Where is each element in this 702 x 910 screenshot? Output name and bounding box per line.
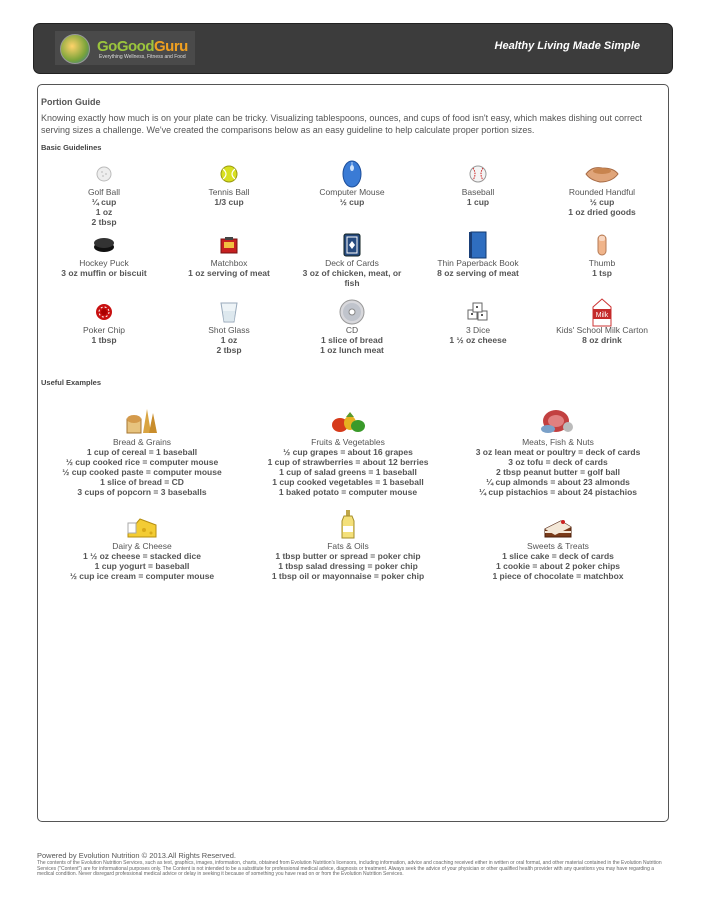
- portion-line: 1 tsp: [592, 268, 612, 278]
- guideline-item: [40, 301, 168, 345]
- guideline-item: [288, 234, 416, 288]
- logo[interactable]: [55, 31, 195, 65]
- thumb-icon: [538, 234, 666, 256]
- page-header: [33, 23, 673, 74]
- item-name: Sweets & Treats: [527, 541, 589, 551]
- portion-line: 2 tbsp: [216, 345, 242, 355]
- portion-line: fish: [344, 278, 360, 288]
- portion-line: 1 cup of strawberries = about 12 berries: [267, 457, 429, 467]
- guideline-item: [40, 163, 168, 227]
- intro-text: Knowing exactly how much is on your plate can be tricky. Visualizing tablespoons, ounces, and cups of food isn't easy, which makes dishing out correct serving sizes a challenge. We've created the comparisons below as an easy guideline to help calculate proper portion sizes.: [41, 113, 643, 135]
- basic-guidelines-heading: Basic Guidelines: [41, 143, 102, 152]
- portion-line: 3 oz of chicken, meat, or: [302, 268, 402, 278]
- item-name: Fruits & Vegetables: [311, 437, 385, 447]
- portion-line: 1 cup: [466, 197, 490, 207]
- portion-line: ½ cup: [589, 197, 615, 207]
- vegetables-icon: [248, 405, 448, 435]
- item-name: 3 Dice: [465, 325, 491, 335]
- portion-line: ½ cup cooked rice = computer mouse: [65, 457, 219, 467]
- item-name: Bread & Grains: [112, 437, 172, 447]
- portion-line: ¼ cup pistachios = about 24 pistachios: [478, 487, 637, 497]
- handful-icon: [538, 163, 666, 185]
- item-name: Kids' School Milk Carton: [556, 325, 648, 335]
- example-item: [42, 509, 242, 581]
- portion-line: 1/3 cup: [214, 197, 244, 207]
- item-name: Meats, Fish & Nuts: [522, 437, 594, 447]
- portion-line: 1 tbsp oil or mayonnaise = poker chip: [271, 571, 425, 581]
- item-name: Poker Chip: [82, 325, 126, 335]
- guideline-item: [165, 234, 293, 278]
- matchbox-icon: [165, 234, 293, 256]
- portion-line: ½ cup: [339, 197, 365, 207]
- example-item: [458, 405, 658, 497]
- item-name: Shot Glass: [208, 325, 250, 335]
- item-name: Rounded Handful: [568, 187, 636, 197]
- portion-line: 1 cup of cereal = 1 baseball: [86, 447, 198, 457]
- portion-guide-panel: [37, 84, 669, 822]
- portion-line: 1 cookie = about 2 poker chips: [496, 561, 620, 571]
- item-name: Matchbox: [210, 258, 248, 268]
- portion-line: ¼ cup: [91, 197, 117, 207]
- example-item: [248, 509, 448, 581]
- portion-line: 1 tbsp: [91, 335, 117, 345]
- item-name: Thin Paperback Book: [437, 258, 519, 268]
- guideline-item: [414, 163, 542, 207]
- bread-icon: [42, 405, 242, 435]
- guideline-item: [165, 163, 293, 207]
- milk-carton-icon: [538, 301, 666, 323]
- portion-line: ½ cup cooked paste = computer mouse: [62, 467, 222, 477]
- guideline-item: [288, 301, 416, 355]
- example-item: [248, 405, 448, 497]
- portion-line: 1 baked potato = computer mouse: [278, 487, 418, 497]
- item-name: Hockey Puck: [79, 258, 129, 268]
- guideline-item: [414, 301, 542, 345]
- site-tagline: Healthy Living Made Simple: [494, 40, 640, 52]
- page-footer: [37, 851, 667, 878]
- portion-line: 1 ½ oz cheese = stacked dice: [83, 551, 201, 561]
- disclaimer-text: The contents of the Evolution Nutrition Services, such as text, graphics, images, information, charts, obtained from Evolution Nutrition's licensors, including information, advice and coaching received either in written or oral format, and other material contained in the Evolution Nutrition Services ("Content") are for informational purposes only. The Content is not intended to be a substitute for professional medical advice, diagnosis or treatment. Always seek the advice of your physician or other qualified health provider with any questions you may have regarding a medical condition. Never disregard professional medical advice or delay in seeking it because of something you have read on or from the Evolution Nutrition Services.: [37, 860, 662, 877]
- portion-line: 1 piece of chocolate = matchbox: [492, 571, 624, 581]
- meat-icon: [458, 405, 658, 435]
- portion-line: 1 tbsp butter or spread = poker chip: [275, 551, 421, 561]
- logo-text-part1: GoGood: [97, 38, 154, 55]
- cheese-icon: [42, 509, 242, 539]
- portion-line: 1 tbsp salad dressing = poker chip: [278, 561, 418, 571]
- logo-text-part2: Guru: [154, 38, 188, 55]
- useful-examples-heading: Useful Examples: [41, 378, 102, 387]
- book-icon: [414, 234, 542, 256]
- item-name: Tennis Ball: [208, 187, 250, 197]
- portion-line: 1 ½ oz cheese: [449, 335, 507, 345]
- portion-line: 2 tbsp peanut butter = golf ball: [496, 467, 620, 477]
- guideline-item: [165, 301, 293, 355]
- page-title: Portion Guide: [41, 97, 101, 107]
- portion-line: 2 tbsp: [91, 217, 117, 227]
- portion-line: 1 cup cooked vegetables = 1 baseball: [272, 477, 424, 487]
- dice-icon: [414, 301, 542, 323]
- portion-line: 1 oz lunch meat: [320, 345, 384, 355]
- item-name: Golf Ball: [87, 187, 121, 197]
- guideline-item: [538, 163, 666, 217]
- hockey-puck-icon: [40, 234, 168, 256]
- guideline-item: [538, 234, 666, 278]
- portion-line: ½ cup ice cream = computer mouse: [69, 571, 215, 581]
- item-name: CD: [345, 325, 359, 335]
- item-name: Baseball: [461, 187, 495, 197]
- portion-line: 1 cup of salad greens = 1 baseball: [279, 467, 417, 477]
- portion-line: 3 oz lean meat or poultry = deck of cards: [475, 447, 641, 457]
- portion-line: 1 oz serving of meat: [188, 268, 270, 278]
- portion-line: 8 oz serving of meat: [437, 268, 519, 278]
- portion-line: 1 slice of bread: [321, 335, 383, 345]
- portion-line: 3 cups of popcorn = 3 baseballs: [77, 487, 207, 497]
- logo-tagline: Everything Wellness, Fitness and Food: [99, 54, 186, 60]
- portion-line: ¼ cup almonds = about 23 almonds: [486, 477, 630, 487]
- computer-mouse-icon: [288, 163, 416, 185]
- oil-bottle-icon: [248, 509, 448, 539]
- cards-icon: [288, 234, 416, 256]
- portion-line: 1 oz: [95, 207, 113, 217]
- item-name: Dairy & Cheese: [112, 541, 172, 551]
- portion-line: 3 oz muffin or biscuit: [61, 268, 147, 278]
- portion-line: 1 slice of bread = CD: [100, 477, 184, 487]
- item-name: Deck of Cards: [325, 258, 379, 268]
- cd-icon: [288, 301, 416, 323]
- portion-line: ½ cup grapes = about 16 grapes: [283, 447, 413, 457]
- guideline-item: [40, 234, 168, 278]
- baseball-icon: [414, 163, 542, 185]
- portion-line: 1 cup yogurt = baseball: [94, 561, 190, 571]
- portion-line: 1 oz dried goods: [568, 207, 636, 217]
- shot-glass-icon: [165, 301, 293, 323]
- logo-emblem-icon: [60, 34, 90, 64]
- poker-chip-icon: [40, 301, 168, 323]
- golf-ball-icon: [40, 163, 168, 185]
- guideline-item: [538, 301, 666, 345]
- guideline-item: [414, 234, 542, 278]
- portion-line: 1 oz: [220, 335, 238, 345]
- example-item: [458, 509, 658, 581]
- guideline-item: [288, 163, 416, 207]
- tennis-ball-icon: [165, 163, 293, 185]
- milk-carton-label: Milk: [595, 312, 609, 319]
- item-name: Computer Mouse: [319, 187, 385, 197]
- portion-line: 1 slice cake = deck of cards: [502, 551, 614, 561]
- item-name: Thumb: [588, 258, 616, 268]
- portion-line: 8 oz drink: [582, 335, 622, 345]
- cake-icon: [458, 509, 658, 539]
- example-item: [42, 405, 242, 497]
- copyright-text: Powered by Evolution Nutrition © 2013.All Rights Reserved.: [37, 851, 236, 860]
- item-name: Fats & Oils: [327, 541, 369, 551]
- portion-line: 3 oz tofu = deck of cards: [508, 457, 608, 467]
